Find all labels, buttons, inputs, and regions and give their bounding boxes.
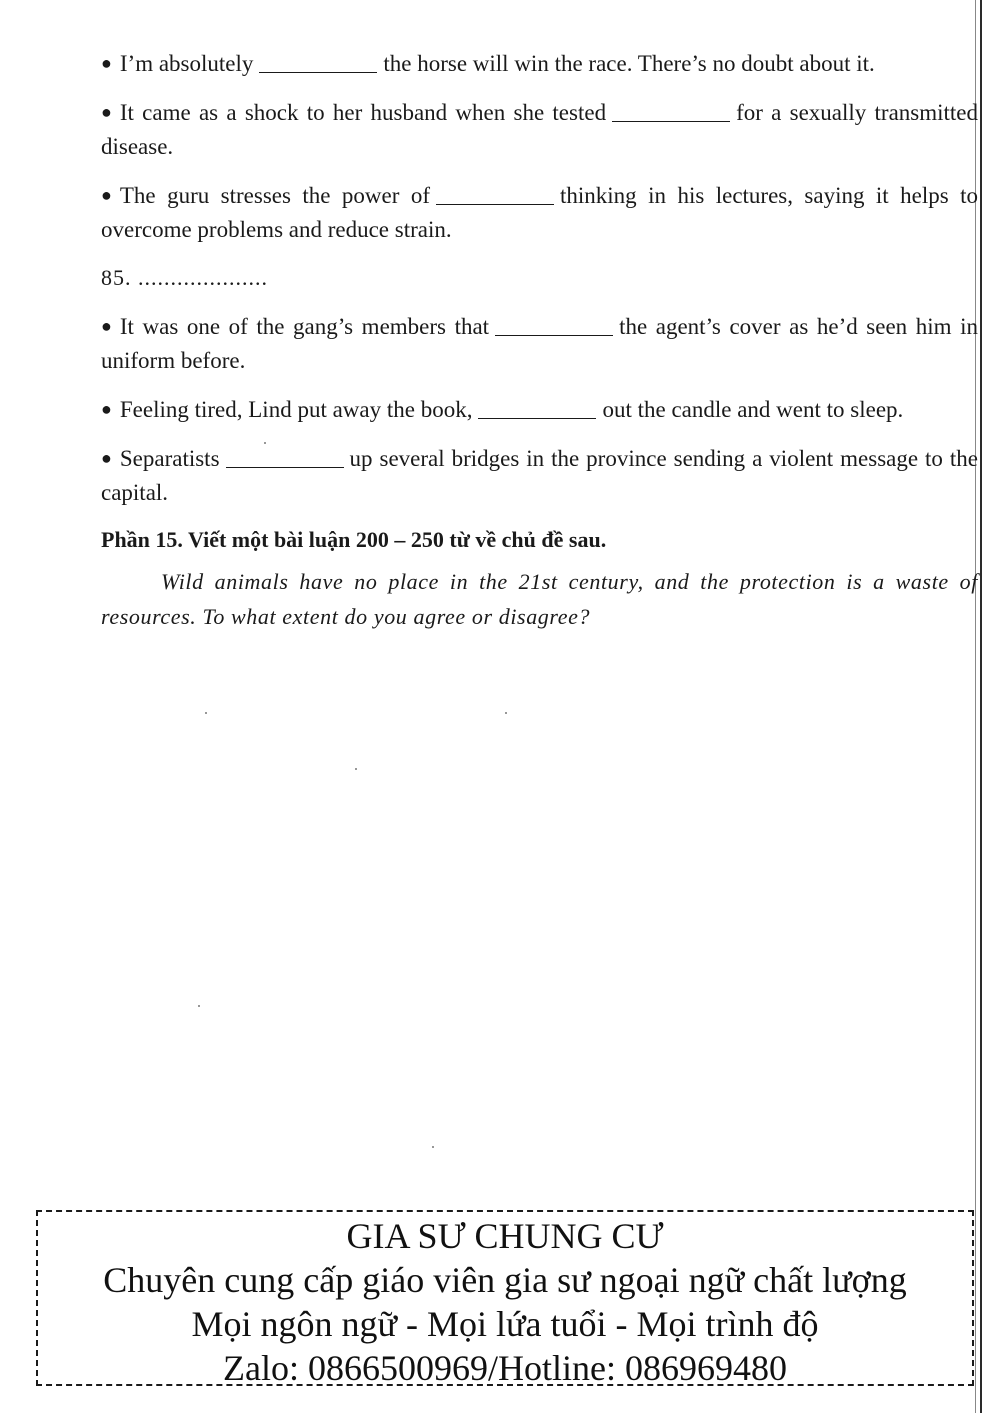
exercise-item [101,178,978,247]
answer-blank[interactable] [495,315,613,336]
item-text-after: the horse will win the race. There’s no doubt about it. [383,51,875,76]
exercise-item [101,441,978,510]
worksheet-content [101,46,978,634]
ad-line-2: Mọi ngôn ngữ - Mọi lứa tuổi - Mọi trình độ [191,1304,819,1344]
ad-line-1: Chuyên cung cấp giáo viên gia sư ngoại ngữ chất lượng [103,1260,907,1300]
bullet-icon: ● [101,316,112,336]
item-text-before: It came as a shock to her husband when she tested [119,100,607,125]
item-text-after: up several bridges in the province sending a violent message to the capital. [101,446,978,505]
exercise-item [101,46,978,81]
answer-blank[interactable] [259,52,377,73]
ad-contact: Zalo: 0866500969/Hotline: 086969480 [223,1348,787,1388]
bullet-icon: ● [101,185,112,205]
item-text-after: thinking in his lectures, saying it helps to overcome problems and reduce strain. [101,183,979,242]
ad-title: GIA SƯ CHUNG CƯ [346,1216,664,1256]
scan-speck [264,442,266,444]
advertisement-box [36,1210,974,1386]
bullet-icon: ● [101,53,112,73]
item-text-before: I’m absolutely [119,51,254,76]
page-edge-line [980,0,982,1413]
item-text-before: The guru stresses the power of [119,183,430,208]
scan-speck [198,1005,200,1007]
bullet-icon: ● [101,448,112,468]
exercise-item [101,392,978,427]
item-text-before: Separatists [119,446,220,471]
answer-blank[interactable] [436,184,554,205]
item-text-before: Feeling tired, Lind put away the book, [119,397,473,422]
exercise-item [101,309,978,378]
scan-speck [205,712,207,714]
scan-speck [355,768,357,770]
answer-blank[interactable] [226,447,344,468]
section-heading: Phần 15. Viết một bài luận 200 – 250 từ về chủ đề sau. [101,527,607,552]
item-text-after: out the candle and went to sleep. [602,397,904,422]
item-text-before: It was one of the gang’s members that [119,314,490,339]
bullet-icon: ● [101,399,112,419]
essay-prompt: Wild animals have no place in the 21st century, and the protection is a waste of resources. To what extent do you agree or disagree? [101,569,978,629]
item-text-after: the agent’s cover as he’d seen him in uniform before. [101,314,978,373]
item-text-after: for a sexually transmitted disease. [101,100,978,159]
bullet-icon: ● [101,102,112,122]
answer-blank[interactable] [478,398,596,419]
scan-speck [505,712,507,714]
question-number: 85. .................... [101,265,268,290]
exercise-item [101,95,978,164]
scan-speck [432,1146,434,1148]
answer-blank[interactable] [612,101,730,122]
